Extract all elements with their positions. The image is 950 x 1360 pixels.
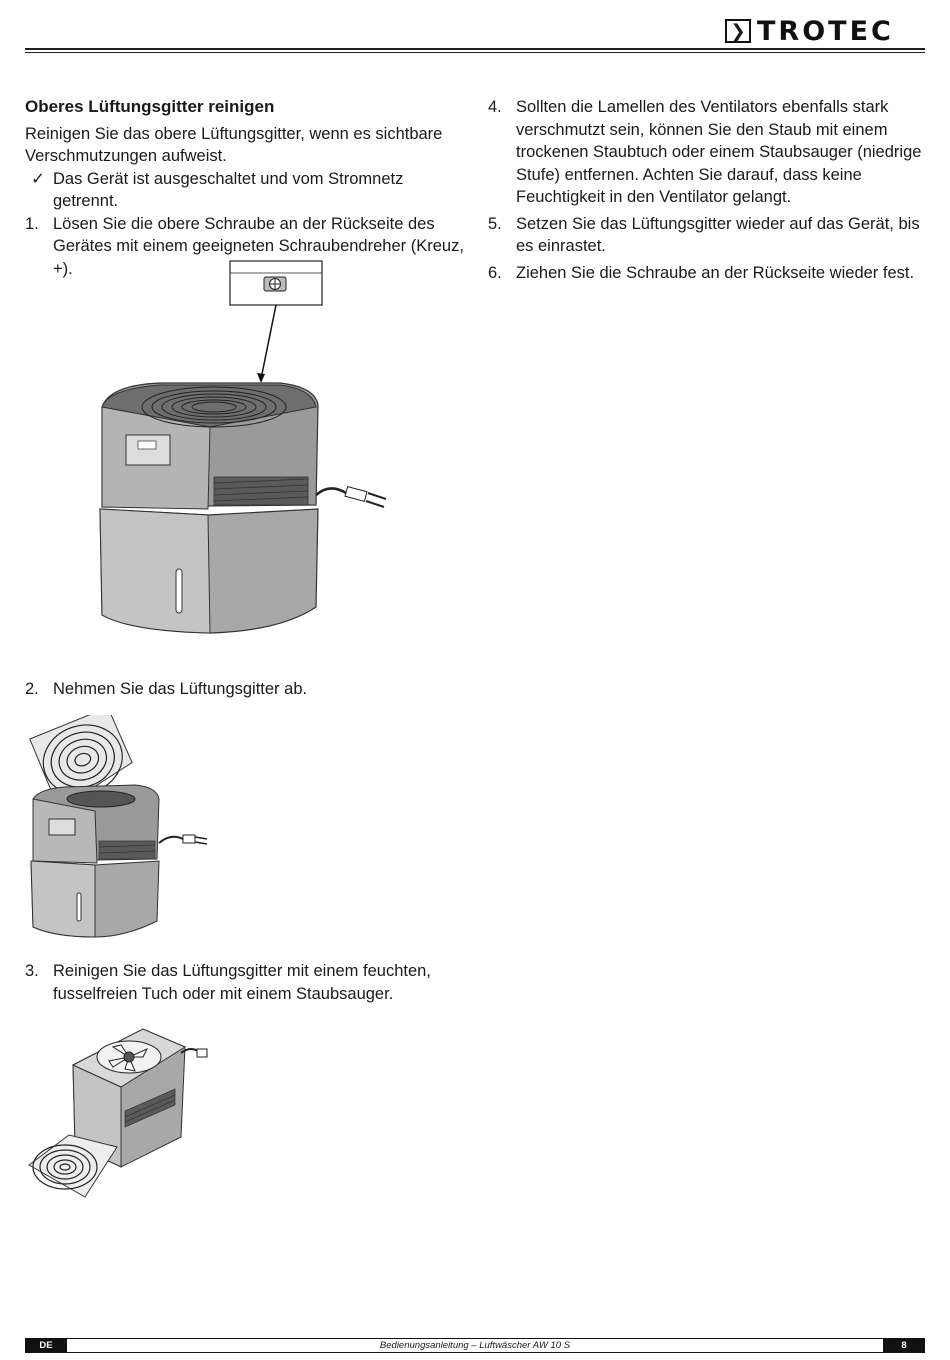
step-number: 2. bbox=[25, 680, 39, 698]
check-icon: ✓ bbox=[31, 169, 45, 188]
section-heading: Oberes Lüftungsgitter reinigen bbox=[25, 97, 275, 116]
step-item bbox=[488, 96, 928, 209]
step-text: Nehmen Sie das Lüftungsgitter ab. bbox=[53, 680, 308, 698]
step-item bbox=[25, 678, 465, 701]
right-column bbox=[488, 96, 928, 284]
step-number: 4. bbox=[488, 98, 502, 116]
page-number: 8 bbox=[883, 1338, 925, 1353]
header-divider-thin bbox=[25, 52, 925, 53]
step-number: 1. bbox=[25, 214, 39, 233]
footer-title: Bedienungsanleitung – Luftwäscher AW 10 S bbox=[379, 1340, 571, 1351]
intro-text: Reinigen Sie das obere Lüftungsgitter, wenn es sichtbare Verschmutzungen aufweist. bbox=[25, 124, 443, 165]
step-item bbox=[488, 262, 928, 285]
brand-name: TROTEC bbox=[757, 15, 894, 47]
precondition-text: Das Gerät ist ausgeschaltet und vom Stromnetz getrennt. bbox=[53, 169, 404, 210]
figure-remove-grille bbox=[25, 715, 220, 945]
step-item bbox=[488, 213, 928, 258]
step-text: Reinigen Sie das Lüftungsgitter mit einem feuchten, fusselfreien Tuch oder mit einem Staubsauger. bbox=[53, 962, 431, 1003]
figure-clean-grille bbox=[25, 1025, 215, 1205]
step-number: 6. bbox=[488, 263, 502, 282]
step-text: Lösen Sie die obere Schraube an der Rückseite des Gerätes mit einem geeigneten Schraubendreher (Kreuz, +). bbox=[53, 214, 464, 278]
logo-chevron-icon: ❯ bbox=[725, 19, 751, 43]
header-divider bbox=[25, 48, 925, 50]
left-column-top bbox=[25, 96, 465, 280]
footer-language: DE bbox=[25, 1338, 67, 1353]
step-number: 5. bbox=[488, 214, 502, 233]
figure-screw-location bbox=[90, 255, 410, 650]
precondition-item bbox=[25, 168, 465, 213]
trotec-logo bbox=[725, 16, 925, 46]
step-text: Ziehen Sie die Schraube an der Rückseite wieder fest. bbox=[516, 263, 915, 282]
step-text: Sollten die Lamellen des Ventilators ebenfalls stark verschmutzt sein, können Sie den Staub mit einem trockenen Staubtuch oder einem Staubsauger (niedrige Stufe) entfernen. Achten Sie darauf, dass keine Feuchtigkeit in den Ventilator gelangt. bbox=[516, 98, 922, 206]
step-item bbox=[25, 960, 465, 1005]
step-text: Setzen Sie das Lüftungsgitter wieder auf das Gerät, bis es einrastet. bbox=[516, 214, 920, 255]
step-number: 3. bbox=[25, 962, 39, 980]
